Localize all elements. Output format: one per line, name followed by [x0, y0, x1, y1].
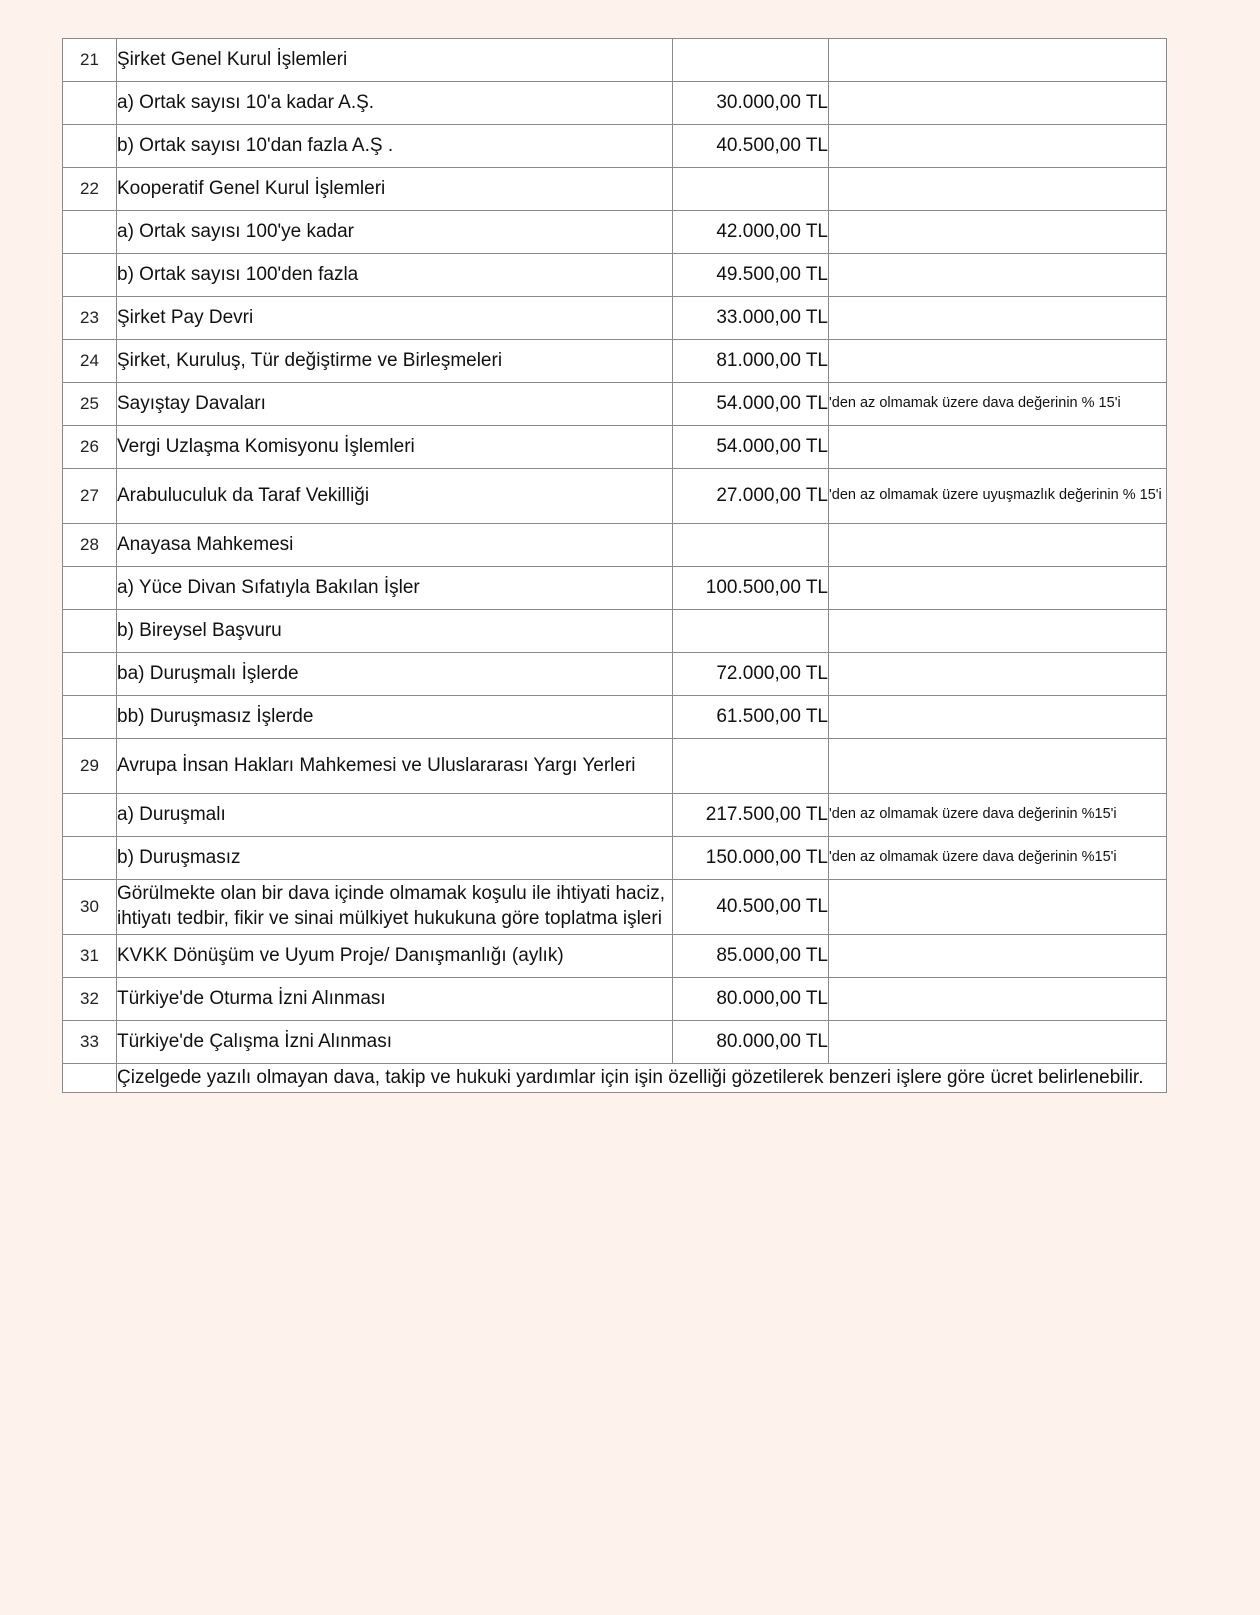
row-note — [829, 426, 1167, 469]
row-number: 26 — [63, 426, 117, 469]
row-note: 'den az olmamak üzere uyuşmazlık değerinin % 15'i — [829, 469, 1167, 524]
row-number — [63, 254, 117, 297]
table-row — [63, 567, 1167, 610]
table-row — [63, 978, 1167, 1021]
row-description: a) Ortak sayısı 10'a kadar A.Ş. — [117, 82, 673, 125]
row-fee — [673, 610, 829, 653]
row-number — [63, 653, 117, 696]
row-description: Şirket Genel Kurul İşlemleri — [117, 39, 673, 82]
row-description: b) Ortak sayısı 10'dan fazla A.Ş . — [117, 125, 673, 168]
table-row — [63, 297, 1167, 340]
row-note — [829, 524, 1167, 567]
row-note: 'den az olmamak üzere dava değerinin % 15'i — [829, 383, 1167, 426]
row-note — [829, 254, 1167, 297]
fee-schedule-table — [62, 38, 1167, 1093]
row-description: bb) Duruşmasız İşlerde — [117, 696, 673, 739]
row-description: Şirket, Kuruluş, Tür değiştirme ve Birleşmeleri — [117, 340, 673, 383]
row-fee: 80.000,00 TL — [673, 1021, 829, 1064]
row-note — [829, 567, 1167, 610]
row-fee — [673, 524, 829, 567]
row-description: Avrupa İnsan Hakları Mahkemesi ve Uluslararası Yargı Yerleri — [117, 739, 673, 794]
row-fee: 42.000,00 TL — [673, 211, 829, 254]
row-number — [63, 125, 117, 168]
row-note: 'den az olmamak üzere dava değerinin %15'i — [829, 794, 1167, 837]
table-footer-row — [63, 1064, 1167, 1093]
row-number — [63, 610, 117, 653]
row-fee: 81.000,00 TL — [673, 340, 829, 383]
row-description: Vergi Uzlaşma Komisyonu İşlemleri — [117, 426, 673, 469]
row-description: Anayasa Mahkemesi — [117, 524, 673, 567]
row-fee: 61.500,00 TL — [673, 696, 829, 739]
row-number: 21 — [63, 39, 117, 82]
row-number: 25 — [63, 383, 117, 426]
table-row — [63, 794, 1167, 837]
table-row — [63, 696, 1167, 739]
row-note — [829, 653, 1167, 696]
table-row — [63, 82, 1167, 125]
row-note — [829, 739, 1167, 794]
row-fee: 85.000,00 TL — [673, 935, 829, 978]
table-row — [63, 739, 1167, 794]
row-fee: 40.500,00 TL — [673, 125, 829, 168]
row-note — [829, 935, 1167, 978]
row-fee: 54.000,00 TL — [673, 383, 829, 426]
row-number — [63, 837, 117, 880]
row-description: a) Yüce Divan Sıfatıyla Bakılan İşler — [117, 567, 673, 610]
row-number — [63, 794, 117, 837]
table-row — [63, 211, 1167, 254]
row-description: Türkiye'de Oturma İzni Alınması — [117, 978, 673, 1021]
row-number: 24 — [63, 340, 117, 383]
row-number — [63, 696, 117, 739]
row-description: Görülmekte olan bir dava içinde olmamak koşulu ile ihtiyati haciz, ihtiyatı tedbir, fikir ve sinai mülkiyet hukukuna göre toplatma işleri — [117, 880, 673, 935]
row-fee — [673, 168, 829, 211]
row-fee: 27.000,00 TL — [673, 469, 829, 524]
row-description: ba) Duruşmalı İşlerde — [117, 653, 673, 696]
row-note — [829, 340, 1167, 383]
row-number: 22 — [63, 168, 117, 211]
table-row — [63, 880, 1167, 935]
row-note — [829, 610, 1167, 653]
row-fee: 33.000,00 TL — [673, 297, 829, 340]
row-number: 33 — [63, 1021, 117, 1064]
table-row — [63, 935, 1167, 978]
row-note — [829, 978, 1167, 1021]
row-fee: 100.500,00 TL — [673, 567, 829, 610]
row-fee: 217.500,00 TL — [673, 794, 829, 837]
row-note — [829, 125, 1167, 168]
row-number: 31 — [63, 935, 117, 978]
row-description: Şirket Pay Devri — [117, 297, 673, 340]
row-number: 23 — [63, 297, 117, 340]
row-fee: 150.000,00 TL — [673, 837, 829, 880]
table-row — [63, 125, 1167, 168]
row-number — [63, 567, 117, 610]
row-description: Türkiye'de Çalışma İzni Alınması — [117, 1021, 673, 1064]
row-fee: 30.000,00 TL — [673, 82, 829, 125]
row-note — [829, 211, 1167, 254]
row-fee — [673, 39, 829, 82]
row-description: Sayıştay Davaları — [117, 383, 673, 426]
row-description: KVKK Dönüşüm ve Uyum Proje/ Danışmanlığı (aylık) — [117, 935, 673, 978]
row-number — [63, 82, 117, 125]
table-row — [63, 653, 1167, 696]
row-number: 27 — [63, 469, 117, 524]
row-note — [829, 297, 1167, 340]
table-row — [63, 469, 1167, 524]
table-row — [63, 168, 1167, 211]
row-fee: 54.000,00 TL — [673, 426, 829, 469]
row-number: 29 — [63, 739, 117, 794]
table-row — [63, 837, 1167, 880]
table-body — [63, 39, 1167, 1093]
table-row — [63, 340, 1167, 383]
table-row — [63, 383, 1167, 426]
row-number: 32 — [63, 978, 117, 1021]
row-note — [829, 1021, 1167, 1064]
row-description: Arabuluculuk da Taraf Vekilliği — [117, 469, 673, 524]
footer-number-cell — [63, 1064, 117, 1093]
row-description: a) Duruşmalı — [117, 794, 673, 837]
row-number: 28 — [63, 524, 117, 567]
row-description: b) Bireysel Başvuru — [117, 610, 673, 653]
row-fee: 40.500,00 TL — [673, 880, 829, 935]
row-note — [829, 696, 1167, 739]
row-number — [63, 211, 117, 254]
row-description: b) Ortak sayısı 100'den fazla — [117, 254, 673, 297]
row-note — [829, 168, 1167, 211]
table-row — [63, 39, 1167, 82]
row-description: b) Duruşmasız — [117, 837, 673, 880]
row-fee: 72.000,00 TL — [673, 653, 829, 696]
table-row — [63, 254, 1167, 297]
row-description: Kooperatif Genel Kurul İşlemleri — [117, 168, 673, 211]
row-description: a) Ortak sayısı 100'ye kadar — [117, 211, 673, 254]
row-note — [829, 880, 1167, 935]
row-number: 30 — [63, 880, 117, 935]
row-fee: 80.000,00 TL — [673, 978, 829, 1021]
row-fee: 49.500,00 TL — [673, 254, 829, 297]
table-row — [63, 610, 1167, 653]
footer-note: Çizelgede yazılı olmayan dava, takip ve hukuki yardımlar için işin özelliği gözetilerek benzeri işlere göre ücret belirlenebilir. — [117, 1064, 1167, 1093]
table-row — [63, 524, 1167, 567]
row-note: 'den az olmamak üzere dava değerinin %15'i — [829, 837, 1167, 880]
table-row — [63, 426, 1167, 469]
table-row — [63, 1021, 1167, 1064]
row-note — [829, 82, 1167, 125]
row-fee — [673, 739, 829, 794]
row-note — [829, 39, 1167, 82]
